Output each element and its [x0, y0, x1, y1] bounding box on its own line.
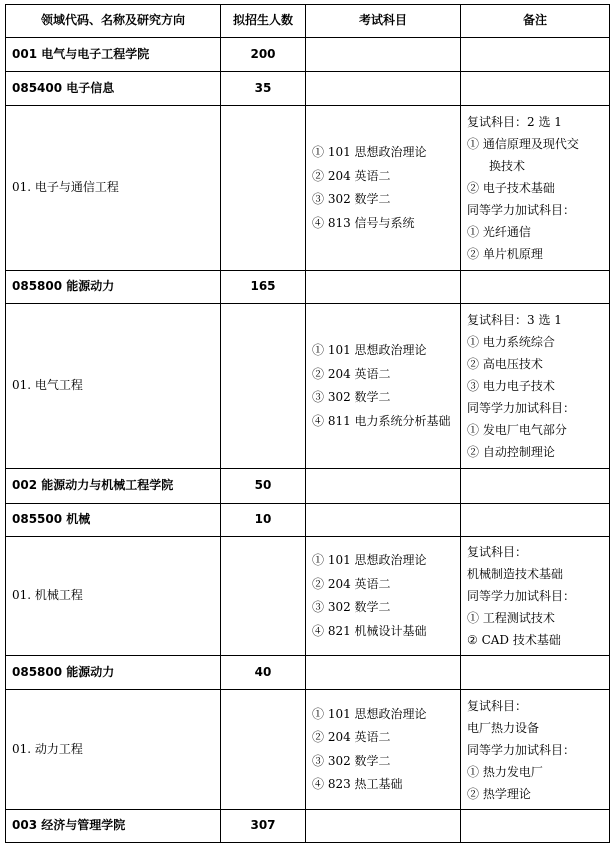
direction-name-cell: 01. 机械工程	[6, 537, 221, 656]
exam-subject-item: ④ 813 信号与系统	[312, 215, 415, 230]
header-remarks: 备注	[461, 5, 610, 38]
exam-subject-item: ② 204 英语二	[312, 168, 391, 183]
remark-line: 换技术	[489, 159, 526, 173]
table-header-row	[6, 5, 610, 38]
remarks-cell	[461, 72, 610, 106]
exam-subject-item: ③ 302 数学二	[312, 390, 391, 404]
remark-line: ② 电子技术基础	[467, 181, 555, 195]
table-row	[6, 537, 610, 656]
table-row	[6, 469, 610, 504]
direction-name-cell: 01. 电子与通信工程	[6, 106, 221, 271]
enrollment-cell	[221, 304, 306, 469]
enrollment-cell: 200	[221, 38, 306, 72]
exam-subjects-cell	[306, 304, 461, 469]
enrollment-cell	[221, 537, 306, 656]
table-row	[6, 810, 610, 843]
exam-subject-item: ① 101 思想政治理论	[312, 145, 427, 159]
exam-subjects-cell	[306, 72, 461, 106]
exam-subject-item: ③ 302 数学二	[312, 753, 391, 768]
remarks-cell	[461, 537, 610, 656]
exam-subject-item: ④ 811 电力系统分析基础	[312, 413, 451, 428]
exam-subject-item: ④ 821 机械设计基础	[312, 623, 427, 638]
table-row	[6, 690, 610, 810]
remark-line: ② 高电压技术	[467, 357, 543, 371]
remark-line: 同等学力加试科目：	[467, 589, 576, 603]
remarks-cell	[461, 690, 610, 810]
remark-line: 同等学力加试科目：	[467, 742, 576, 757]
remarks-cell	[461, 271, 610, 304]
exam-subjects-cell	[306, 271, 461, 304]
exam-subject-item: ③ 302 数学二	[312, 600, 391, 614]
exam-subject-item: ① 101 思想政治理论	[312, 706, 427, 721]
remark-line: ① 电力系统综合	[467, 335, 555, 349]
remark-line: 复试科目：3 选 1	[467, 313, 562, 327]
enrollment-cell: 307	[221, 810, 306, 843]
remark-line: ① 热力发电厂	[467, 764, 543, 779]
remark-line: 机械制造技术基础	[467, 567, 564, 581]
enrollment-cell: 10	[221, 504, 306, 537]
table-row	[6, 304, 610, 469]
remark-line: ③ 电力电子技术	[467, 379, 555, 393]
remark-line: ② CAD 技术基础	[467, 633, 561, 647]
remark-line: ① 工程测试技术	[467, 611, 555, 625]
field-name-cell: 085800 能源动力	[6, 656, 221, 690]
remark-line: ① 光纤通信	[467, 225, 531, 239]
exam-subjects-cell	[306, 690, 461, 810]
remarks-cell	[461, 810, 610, 843]
remark-line: ② 单片机原理	[467, 247, 543, 261]
remarks-cell	[461, 38, 610, 72]
exam-subject-item: ④ 823 热工基础	[312, 777, 403, 791]
remark-line: 同等学力加试科目：	[467, 203, 576, 217]
remarks-cell	[461, 106, 610, 271]
table-row	[6, 271, 610, 304]
field-name-cell: 085500 机械	[6, 504, 221, 537]
exam-subjects-cell	[306, 656, 461, 690]
enrollment-cell: 165	[221, 271, 306, 304]
exam-subjects-cell	[306, 106, 461, 271]
header-field-name: 领域代码、名称及研究方向	[6, 5, 221, 38]
remark-line: ② 热学理论	[467, 786, 531, 801]
exam-subjects-cell	[306, 504, 461, 537]
remarks-cell	[461, 469, 610, 504]
enrollment-cell	[221, 690, 306, 810]
exam-subject-item: ① 101 思想政治理论	[312, 343, 427, 357]
exam-subject-item: ② 204 英语二	[312, 730, 391, 744]
remarks-cell	[461, 504, 610, 537]
exam-subjects-cell	[306, 469, 461, 504]
table-row	[6, 504, 610, 537]
exam-subjects-cell	[306, 38, 461, 72]
header-enrollment: 拟招生人数	[221, 5, 306, 38]
table-row	[6, 38, 610, 72]
remark-line: 复试科目：2 选 1	[467, 115, 562, 129]
exam-subject-item: ② 204 英语二	[312, 366, 391, 381]
remark-line: 复试科目：	[467, 545, 528, 559]
field-name-cell: 085400 电子信息	[6, 72, 221, 106]
table-row	[6, 72, 610, 106]
enrollment-cell: 50	[221, 469, 306, 504]
remark-line: ① 通信原理及现代交	[467, 137, 579, 151]
enrollment-cell: 40	[221, 656, 306, 690]
direction-name-cell: 01. 电气工程	[6, 304, 221, 469]
exam-subject-item: ③ 302 数学二	[312, 192, 391, 206]
header-exam-subjects: 考试科目	[306, 5, 461, 38]
table-row	[6, 656, 610, 690]
remark-line: 复试科目：	[467, 698, 528, 713]
remarks-cell	[461, 304, 610, 469]
exam-subject-item: ① 101 思想政治理论	[312, 553, 427, 567]
exam-subjects-cell	[306, 537, 461, 656]
remark-line: ② 自动控制理论	[467, 445, 555, 459]
field-name-cell: 001 电气与电子工程学院	[6, 38, 221, 72]
admissions-table	[5, 4, 610, 843]
field-name-cell: 002 能源动力与机械工程学院	[6, 469, 221, 504]
field-name-cell: 003 经济与管理学院	[6, 810, 221, 843]
table-row	[6, 106, 610, 271]
exam-subjects-cell	[306, 810, 461, 843]
remark-line: 电厂热力设备	[467, 720, 540, 735]
enrollment-cell	[221, 106, 306, 271]
remark-line: ① 发电厂电气部分	[467, 423, 567, 437]
enrollment-cell: 35	[221, 72, 306, 106]
exam-subject-item: ② 204 英语二	[312, 576, 391, 591]
remark-line: 同等学力加试科目：	[467, 401, 576, 415]
direction-name-cell: 01. 动力工程	[6, 690, 221, 810]
remarks-cell	[461, 656, 610, 690]
field-name-cell: 085800 能源动力	[6, 271, 221, 304]
